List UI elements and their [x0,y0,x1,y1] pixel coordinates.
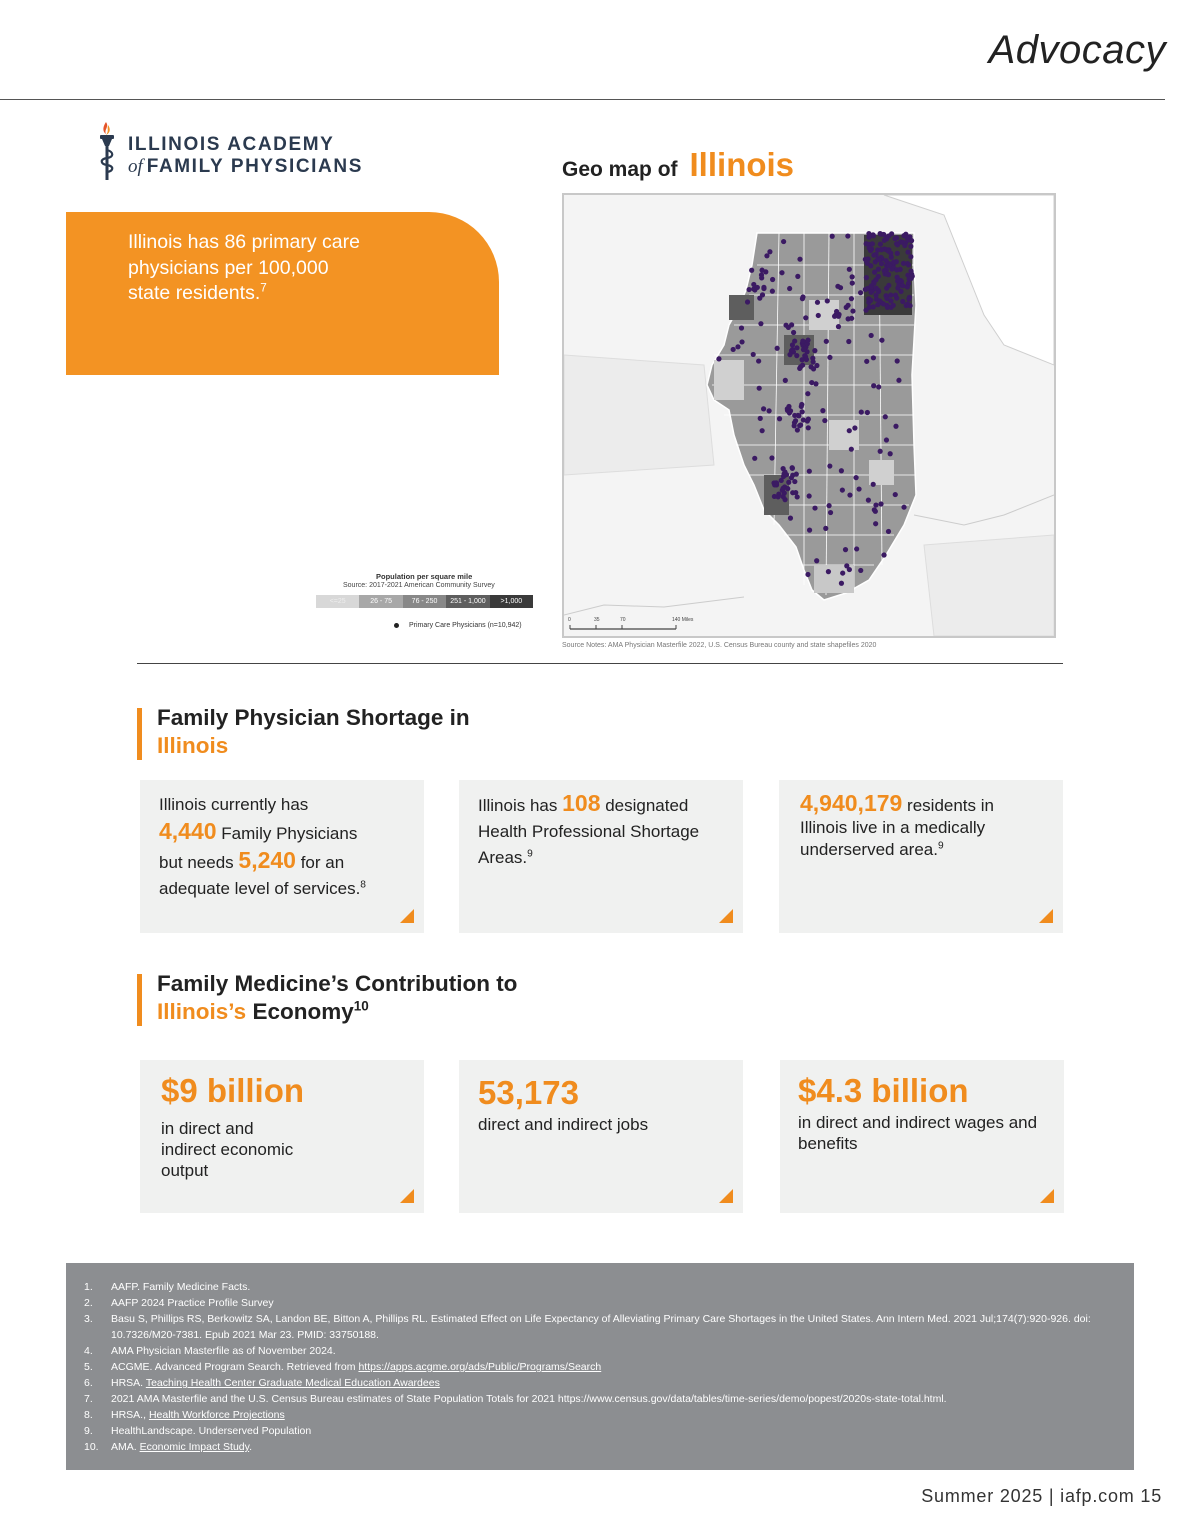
physician-dot [790,466,795,471]
physician-dot [900,283,905,288]
physician-dot [840,570,845,575]
physician-dot [806,425,811,430]
physician-dot [792,338,797,343]
physician-dot [905,301,910,306]
reference-link[interactable]: Economic Impact Study [139,1441,250,1453]
physician-dot [839,468,844,473]
physician-dot [820,408,825,413]
physician-dot [871,383,876,388]
physician-dot [739,339,744,344]
iafp-logo [94,120,414,184]
legend-dot-entry: Primary Care Physicians (n=10,942) [394,622,522,629]
physician-dot [760,428,765,433]
dot-icon [394,623,399,628]
economy-card-wages [780,1060,1064,1213]
physician-dot [786,325,791,330]
economy-value: $9 billion [161,1072,305,1109]
physician-dot [783,378,788,383]
physician-dot [760,292,765,297]
physician-dot [759,275,764,280]
physician-dot [816,313,821,318]
physician-dot [869,333,874,338]
physician-dot [863,308,868,313]
physician-dot [901,261,906,266]
physician-dot [877,257,882,262]
svg-text:70: 70 [620,617,626,623]
physician-dot [873,509,878,514]
physician-dot [873,293,878,298]
physician-dot [850,280,855,285]
physician-dot [805,572,810,577]
economy-value: $4.3 billion [798,1072,969,1109]
reference-item: 7. 2021 AMA Masterfile and the U.S. Census Bureau estimates of State Population Totals for 2021 https://www.census.gov/data/tables/time-series/demo/popest/2020s-state-total.html. [84,1393,947,1405]
physician-dot [800,339,805,344]
physician-dot [881,232,886,237]
economy-desc: direct and indirect jobs [478,1115,649,1134]
physician-dot [849,316,854,321]
physician-dot [815,300,820,305]
physician-dot [888,251,893,256]
physician-dot [826,569,831,574]
physician-dot [888,451,893,456]
reference-item: 4. AMA Physician Masterfile as of November 2024. [84,1345,336,1357]
physician-dot [870,241,875,246]
legend-bin: >1,000 [490,595,533,608]
reference-item: 1. AAFP. Family Medicine Facts. [84,1281,251,1293]
physician-dot [792,413,797,418]
physician-dot [909,238,914,243]
physician-dot [856,486,861,491]
physician-dot [781,494,786,499]
physician-dot [868,298,873,303]
logo-line-2: of FAMILY PHYSICIANS [128,156,363,177]
physician-dot [758,321,763,326]
physician-dot [847,492,852,497]
physician-dot [891,303,896,308]
physician-dot [873,502,878,507]
map-source-note: Source Notes: AMA Physician Masterfile 2022, U.S. Census Bureau county and state shapefiles 2020 [562,642,877,649]
physician-dot [858,290,863,295]
physician-dot [794,472,799,477]
illinois-map-svg [564,195,1054,636]
physician-dot [892,236,897,241]
physician-dot [797,257,802,262]
references-panel [66,1263,1134,1470]
physician-dot [883,414,888,419]
physician-dot [895,275,900,280]
physician-dot [806,417,811,422]
physician-dot [803,315,808,320]
physician-dot [758,416,763,421]
physician-dot [781,239,786,244]
physician-dot [867,245,872,250]
physician-dot [893,492,898,497]
physician-dot [906,296,911,301]
physician-dot [795,274,800,279]
physician-dot [751,352,756,357]
physician-dot [770,277,775,282]
physician-dot [761,406,766,411]
stat-card-family-physicians [140,780,424,933]
physician-dot [791,330,796,335]
physician-dot [859,410,864,415]
legend-color-bar [316,595,533,608]
physician-dot [786,404,791,409]
physician-dot [898,267,903,272]
physician-dot [786,480,791,485]
physician-dot [793,490,798,495]
corner-triangle-icon [719,1189,733,1203]
physician-dot [774,480,779,485]
references-list [84,1279,1114,1455]
physician-dot [787,410,792,415]
physician-dot [881,552,886,557]
physician-dot [836,324,841,329]
physician-dot [788,516,793,521]
reference-item: 3. Basu S, Phillips RS, Berkowitz SA, Landon BE, Bitton A, Phillips RL. Estimated Effect on Life Expectancy of Alleviating Primary Care Shortages in the United States. Ann Intern Med. 2021 Jul;174(7):920-926. doi: 10.7326/M20-7381. Epub 2021 Mar 23. PMID: 33750188. [84,1313,1091,1341]
physician-dot [812,348,817,353]
physician-dot [876,384,881,389]
physician-dot [799,404,804,409]
physician-dot [797,423,802,428]
stat-card-underserved [779,780,1063,933]
physician-dot [779,478,784,483]
physician-dot [795,427,800,432]
legend-bin: <=25 [316,595,359,608]
accent-bar [137,708,142,760]
reference-item: 2. AAFP 2024 Practice Profile Survey [84,1297,274,1309]
physician-dot [850,308,855,313]
physician-dot [761,286,766,291]
physician-dot [800,357,805,362]
physician-dot [910,274,915,279]
section-title: Advocacy [988,28,1166,72]
reference-link[interactable]: Health Workforce Projections [148,1409,285,1421]
physician-dot [840,487,845,492]
physician-dot [797,366,802,371]
legend-title: Population per square mile [376,572,473,581]
physician-dot [779,270,784,275]
page-footer: Summer 2025 | iafp.com 15 [921,1486,1162,1506]
stat-card-text: Illinois has 108 designated Health Professional Shortage Areas.$^9$ [478,790,700,867]
physician-dot [822,418,827,423]
physician-dot [879,247,884,252]
physician-dot [745,299,750,304]
illinois-geo-map [562,193,1056,638]
physician-dot [777,416,782,421]
physician-dot [878,501,883,506]
physician-dot [902,243,907,248]
physician-dot [886,283,891,288]
physician-dot [793,418,798,423]
legend-source: Source: 2017-2021 American Community Survey [343,582,495,589]
physician-dot [755,285,760,290]
physician-dot [752,456,757,461]
physician-dot [887,263,892,268]
physician-dot [876,274,881,279]
physician-dot [895,242,900,247]
physician-dot [866,235,871,240]
physician-dot [827,355,832,360]
physician-dot [905,235,910,240]
physician-dot [905,284,910,289]
physician-dot [830,234,835,239]
physician-dot [908,254,913,259]
physician-dot [834,309,839,314]
corner-triangle-icon [719,909,733,923]
svg-text:140 Miles: 140 Miles [672,617,694,623]
legend-bin: 26 - 75 [359,595,402,608]
legend-bin: 76 - 250 [403,595,446,608]
physician-dot [864,275,869,280]
physician-dot [849,447,854,452]
physician-dot [811,366,816,371]
physician-dot [792,479,797,484]
physician-dot [854,475,859,480]
physician-dot [770,289,775,294]
physician-dot [832,314,837,319]
stat-card-hpsa [459,780,743,933]
physician-dot [810,356,815,361]
physician-dot [731,347,736,352]
physician-dot [852,425,857,430]
physician-dot [898,289,903,294]
physician-dot [906,262,911,267]
physician-dot [780,486,785,491]
physician-dot [864,259,869,264]
physician-dot [905,249,910,254]
physician-dot [749,268,754,273]
physician-dot [871,482,876,487]
physician-dot [756,358,761,363]
physician-dot [847,267,852,272]
physician-dot [845,303,850,308]
physician-dot [854,546,859,551]
physician-dot [872,270,877,275]
physician-dot [809,380,814,385]
physician-dot [888,298,893,303]
physician-dot [858,568,863,573]
physician-dot [895,251,900,256]
physician-dot [790,347,795,352]
physician-dot [883,258,888,263]
physician-dot [893,292,898,297]
physician-dot [886,529,891,534]
physician-dot [871,355,876,360]
physician-dot [885,305,890,310]
reference-item[interactable]: 5. ACGME. Advanced Program Search. Retrieved from https://apps.acgme.org/ads/Public/Programs/Search [84,1361,602,1373]
physician-dot [845,233,850,238]
physician-dot [746,287,751,292]
physician-dot [908,268,913,273]
economy-value: 53,173 [478,1074,579,1111]
physician-dot [878,449,883,454]
physician-dot [785,486,790,491]
physician-dot [874,286,879,291]
physician-dot [767,408,772,413]
callout-text: Illinois has 86 primary care physicians per 100,000 state residents.$^7$ [128,231,360,304]
economy-desc: in direct and indirect economic output [161,1119,294,1180]
physician-dot [846,339,851,344]
physician-dot [893,424,898,429]
physician-dot [735,344,740,349]
physician-dot [873,521,878,526]
physician-dot [824,339,829,344]
physician-dot [827,463,832,468]
physician-dot [759,268,764,273]
physician-dot [807,528,812,533]
stat-card-text: 4,940,179 residents in Illinois live in a medically underserved area.$^9$ [800,790,994,859]
physician-dot [850,274,855,279]
physician-dot [794,345,799,350]
physician-dot [901,505,906,510]
svg-text:0: 0 [568,617,571,623]
physician-dot [757,386,762,391]
reference-item: 9. HealthLandscape. Underserved Population [84,1425,312,1437]
physician-dot [801,417,806,422]
reference-item[interactable]: 10. AMA. Economic Impact Study. [84,1441,253,1453]
physician-dot [884,437,889,442]
physician-dot [900,299,905,304]
physician-dot [835,284,840,289]
physician-dot [800,296,805,301]
physician-dot [805,391,810,396]
physician-dot [812,505,817,510]
physician-dot [849,296,854,301]
physician-dot [775,346,780,351]
economy-card-jobs [459,1060,743,1213]
map-title: Geo map of Illinois [562,146,795,183]
economy-desc: in direct and indirect wages and benefits [798,1113,1038,1153]
corner-triangle-icon [400,1189,414,1203]
physician-dot [823,526,828,531]
physician-dot [847,567,852,572]
physician-dot [878,242,883,247]
physician-dot [879,338,884,343]
physician-dot [895,358,900,363]
physician-dot [782,469,787,474]
corner-triangle-icon [1040,1189,1054,1203]
physician-dot [839,581,844,586]
physician-dot [794,353,799,358]
physician-dot [888,293,893,298]
section-divider [137,663,1063,664]
physician-dot [866,498,871,503]
physician-dot [843,547,848,552]
physician-dot [814,558,819,563]
physician-dot [767,249,772,254]
physician-dot [739,325,744,330]
physician-dot [881,301,886,306]
physician-dot [825,298,830,303]
legend-bin: 251 - 1,000 [446,595,489,608]
physician-dot [871,281,876,286]
reference-item[interactable]: 8. HRSA., Health Workforce Projections [84,1409,285,1421]
economy-card-output [140,1060,424,1213]
reference-link[interactable]: https://apps.acgme.org/ads/Public/Programs/Search [358,1361,602,1373]
physician-dot [805,338,810,343]
physician-dot [908,244,913,249]
physician-dot [891,259,896,264]
reference-item[interactable]: 6. HRSA. Teaching Health Center Graduate Medical Education Awardees [84,1377,440,1389]
physician-dot [871,253,876,258]
reference-link[interactable]: Teaching Health Center Graduate Medical Education Awardees [145,1377,440,1389]
physician-dot [787,352,792,357]
physician-dot [828,510,833,515]
physician-ratio-callout [66,212,499,375]
header-rule [0,99,1165,100]
physician-dot [769,455,774,460]
physician-dot [807,493,812,498]
physician-dot [896,378,901,383]
physician-dot [884,271,889,276]
physician-dot [864,359,869,364]
physician-dot [807,469,812,474]
accent-bar [137,974,142,1026]
svg-text:35: 35 [594,617,600,623]
physician-dot [775,494,780,499]
physician-dot [826,503,831,508]
torch-icon [94,120,120,182]
physician-dot [847,428,852,433]
stat-card-text: Illinois currently has 4,440 Family Physicians but needs 5,240 for an adequate level of services.$^8$ [159,795,366,898]
physician-dot [787,286,792,291]
corner-triangle-icon [400,909,414,923]
physician-dot [865,410,870,415]
corner-triangle-icon [1039,909,1053,923]
logo-line-1: ILLINOIS ACADEMY [128,134,335,155]
physician-dot [716,356,721,361]
